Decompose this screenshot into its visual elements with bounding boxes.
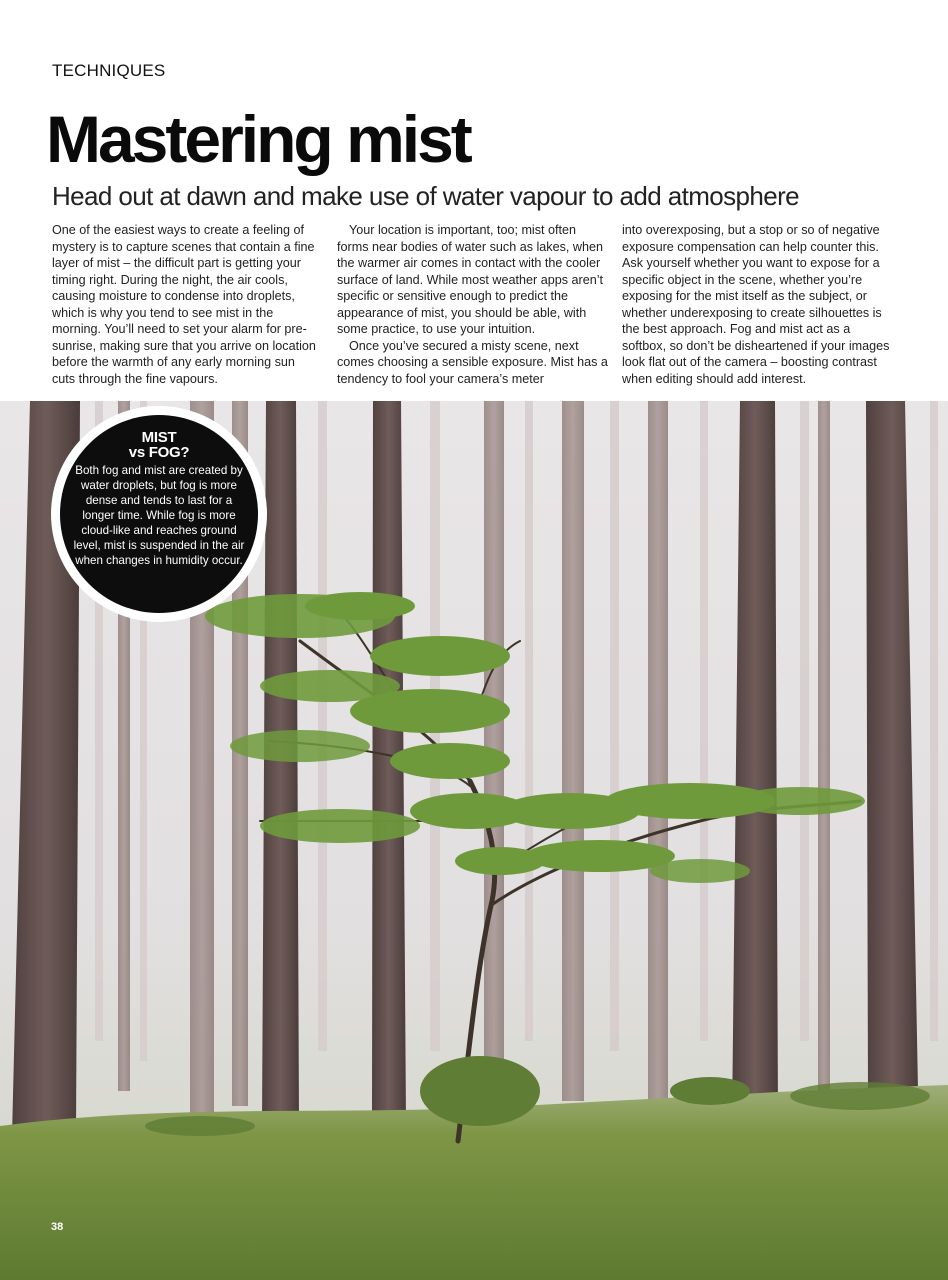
article-column-1 [52,222,316,387]
page-title: Mastering mist [46,102,470,176]
callout-title [60,430,258,460]
mist-vs-fog-callout [51,406,267,622]
paragraph: One of the easiest ways to create a feeling of mystery is to capture scenes that contain a fine layer of mist – the difficult part is getting your timing right. During the night, the air cools, causing moisture to condense into droplets, which is why you tend to see mist in the morning. You’ll need to set your alarm for pre-sunrise, making sure that you arrive on location before the warmth of any early morning sun cuts through the fine vapours. [52,223,316,386]
callout-circle [60,415,258,613]
paragraph: into overexposing, but a stop or so of negative exposure compensation can help counter this. Ask yourself whether you want to expose for a specific object in the scene, whether you’re exposing for the mist itself as the subject, or whether underexposing to create silhouettes is the best approach. Fog and mist act as a softbox, so don’t be disheartened if your images look flat out of the camera – boosting contrast when editing should add interest. [622,223,890,386]
callout-title-line-2: vs FOG? [128,444,190,461]
section-label: TECHNIQUES [52,61,166,80]
page-subtitle: Head out at dawn and make use of water vapour to add atmosphere [52,181,800,211]
paragraph: Once you’ve secured a misty scene, next comes choosing a sensible exposure. Mist has a tendency to fool your camera’s meter [337,338,608,386]
page-number: 38 [51,1221,64,1233]
article-column-3 [622,222,892,387]
callout-title-line-1: MIST [141,429,177,446]
paragraph: Your location is important, too; mist often forms near bodies of water such as lakes, when the warmer air comes in contact with the cooler surface of land. While most weather apps aren’t specific or sensitive enough to predict the appearance of mist, you should be able, with some practice, to use your intuition. [337,223,603,336]
article-column-2 [337,222,609,387]
callout-body: Both fog and mist are created by water droplets, but fog is more dense and tends to last for a longer time. While fog is more cloud-like and reaches ground level, mist is suspended in the air when changes in humidity occur. [73,464,245,567]
